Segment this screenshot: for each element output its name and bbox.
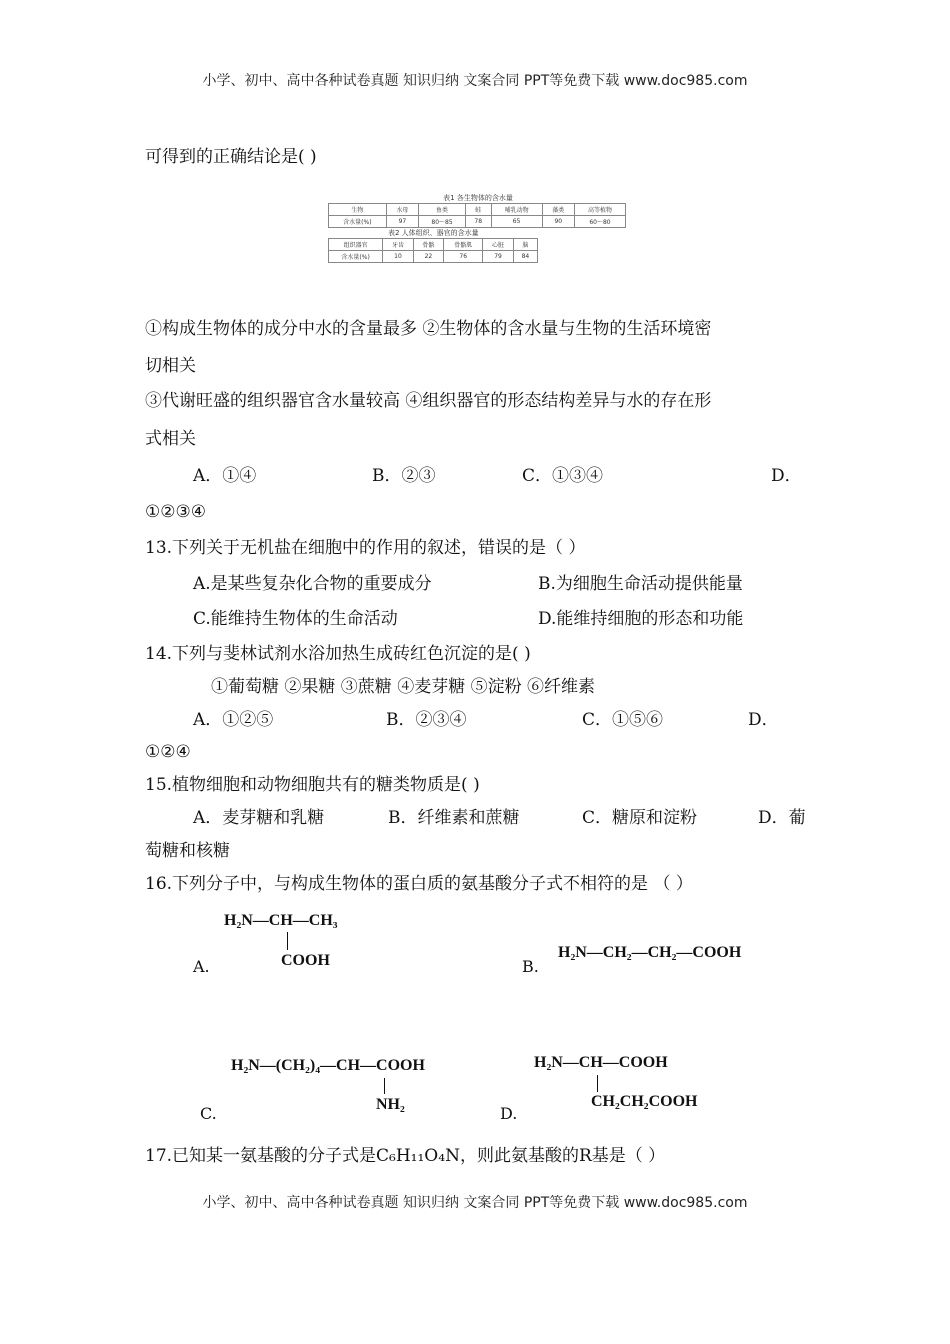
formula-b: H₂N—CH₂—CH₂—COOH	[558, 944, 742, 961]
q15-option-d-cont: 萄糖和核糖	[145, 841, 230, 861]
q14-option-c: C．①⑤⑥	[582, 710, 664, 730]
q13-option-d: D.能维持细胞的形态和功能	[538, 609, 744, 629]
table-cell: 鱼类	[419, 204, 466, 216]
q14-option-d-cont: ①②④	[145, 742, 191, 762]
formula-a-bond	[287, 932, 288, 950]
table-cell: 脑	[513, 239, 537, 251]
q12-option-a: A．①④	[193, 466, 257, 486]
q16-label-c: C.	[200, 1104, 217, 1123]
table-cell: 藻类	[542, 204, 574, 216]
table-cell: 10	[383, 251, 413, 263]
table-cell: 组织器官	[329, 239, 383, 251]
table-cell: 骨骼肌	[444, 239, 483, 251]
q14-items: ①葡萄糖 ②果糖 ③蔗糖 ④麦芽糖 ⑤淀粉 ⑥纤维素	[211, 677, 596, 697]
table-cell: 79	[483, 251, 513, 263]
q17-stem: 17.已知某一氨基酸的分子式是C₆H₁₁O₄N，则此氨基酸的R基是（ ）	[145, 1146, 666, 1166]
q13-option-b: B.为细胞生命活动提供能量	[538, 574, 743, 594]
q12-tables-figure	[328, 193, 628, 263]
table2-caption: 表2 人体组织、器官的含水量	[388, 229, 479, 237]
q14-stem: 14.下列与斐林试剂水浴加热生成砖红色沉淀的是( )	[145, 644, 531, 664]
q14-option-a: A．①②⑤	[193, 710, 274, 730]
q16-label-d: D.	[500, 1104, 518, 1123]
q14-option-d: D．	[748, 710, 779, 730]
table1-header-row	[329, 204, 626, 216]
table-cell: 90	[542, 216, 574, 228]
page-footer: 小学、初中、高中各种试卷真题 知识归纳 文案合同 PPT等免费下载 www.doc985.com	[202, 1195, 748, 1211]
q12-option-d-cont: ①②③④	[145, 502, 206, 522]
q12-stem: 可得到的正确结论是( )	[145, 147, 317, 167]
q12-line2: 切相关	[145, 356, 196, 376]
table-cell: 80～85	[419, 216, 466, 228]
formula-a-top: H₂N—CH—CH₃	[224, 912, 338, 929]
q16-label-a: A.	[193, 957, 210, 976]
table-cell: 骨骼	[413, 239, 443, 251]
q12-line3: ③代谢旺盛的组织器官含水量较高 ④组织器官的形态结构差异与水的存在形	[145, 391, 712, 411]
q15-stem: 15.植物细胞和动物细胞共有的糖类物质是( )	[145, 775, 480, 795]
table1	[328, 203, 626, 228]
formula-d-bottom: CH₂CH₂COOH	[591, 1093, 698, 1110]
formula-c-top: H₂N—(CH₂)₄—CH—COOH	[231, 1057, 425, 1074]
table2-header-row	[329, 239, 538, 251]
formula-a-bottom: COOH	[281, 952, 330, 969]
table-cell: 水母	[386, 204, 418, 216]
table-cell: 22	[413, 251, 443, 263]
q15-option-a: A．麦芽糖和乳糖	[193, 808, 325, 828]
page-header: 小学、初中、高中各种试卷真题 知识归纳 文案合同 PPT等免费下载 www.doc985.com	[202, 73, 748, 89]
table2-value-row	[329, 251, 538, 263]
q16-stem: 16.下列分子中，与构成生物体的蛋白质的氨基酸分子式不相符的是 （ ）	[145, 874, 693, 894]
formula-d-bond	[597, 1075, 598, 1092]
formula-d-top: H₂N—CH—COOH	[534, 1054, 668, 1071]
table-cell: 生物	[329, 204, 387, 216]
table-cell: 60～80	[575, 216, 626, 228]
table1-caption: 表1 各生物体的含水量	[443, 194, 513, 202]
q12-option-d: D．	[771, 466, 802, 486]
q15-option-c: C．糖原和淀粉	[582, 808, 698, 828]
table-cell: 高等植物	[575, 204, 626, 216]
table-cell: 含水量(%)	[329, 251, 383, 263]
formula-c-bond	[384, 1078, 385, 1094]
table-cell: 心脏	[483, 239, 513, 251]
q12-line4: 式相关	[145, 429, 196, 449]
q13-option-a: A.是某些复杂化合物的重要成分	[193, 574, 432, 594]
formula-c-bottom: NH₂	[376, 1096, 405, 1113]
table-cell: 97	[386, 216, 418, 228]
q13-stem: 13.下列关于无机盐在细胞中的作用的叙述，错误的是（ ）	[145, 538, 586, 558]
q14-option-b: B．②③④	[386, 710, 467, 730]
q13-option-c: C.能维持生物体的生命活动	[193, 609, 398, 629]
table-cell: 65	[491, 216, 542, 228]
q12-option-b: B．②③	[372, 466, 436, 486]
q12-line1: ①构成生物体的成分中水的含量最多 ②生物体的含水量与生物的生活环境密	[145, 319, 712, 339]
table-cell: 哺乳动物	[491, 204, 542, 216]
table-cell: 蛙	[465, 204, 491, 216]
q15-option-d: D．葡	[758, 808, 806, 828]
q15-option-b: B．纤维素和蔗糖	[388, 808, 520, 828]
table-cell: 78	[465, 216, 491, 228]
table-cell: 76	[444, 251, 483, 263]
q16-label-b: B.	[522, 957, 539, 976]
table-cell: 含水量(%)	[329, 216, 387, 228]
table-cell: 84	[513, 251, 537, 263]
table2	[328, 238, 538, 263]
q12-option-c: C．①③④	[522, 466, 604, 486]
table1-value-row	[329, 216, 626, 228]
table-cell: 牙齿	[383, 239, 413, 251]
